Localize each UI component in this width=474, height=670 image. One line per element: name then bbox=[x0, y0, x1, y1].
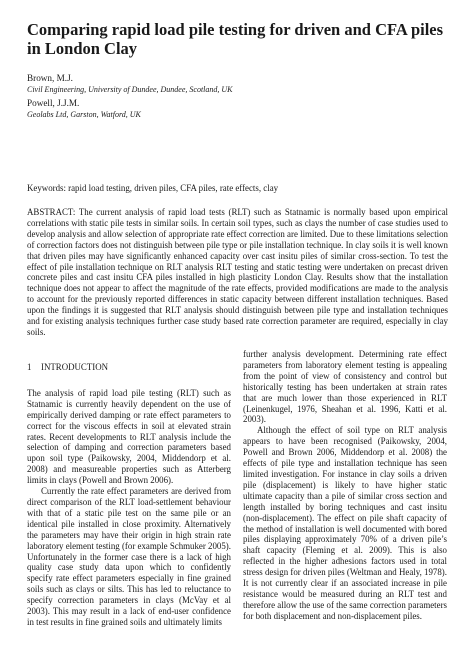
paragraph: Currently the rate effect parameters are derived from direct comparison of the RLT load-settlement behaviour with that of a static pile test on the same pile or an identical pile installed in close proximity. Alternatively the parameters may have their origin in high strain rate laboratory element testing (for example Schmuker 2005). Unfortunately in the former case there is a lack of high quality case study data upon which to confidently specify rate effect parameters especially in fine grained soils such as clays or silts. This has led to reluctance to specify correction parameters in clays (McVay et al 2003). This may result in a lack of end-user confidence in test results in fine grained soils and ultimately limits bbox=[27, 486, 231, 627]
author-name: Brown, M.J. bbox=[27, 73, 73, 83]
section-number: 1 bbox=[27, 362, 32, 372]
author-affiliation: Geolabs Ltd, Garston, Watford, UK bbox=[27, 110, 141, 119]
keywords: Keywords: rapid load testing, driven piles, CFA piles, rate effects, clay bbox=[27, 183, 279, 193]
paragraph: Although the effect of soil type on RLT analysis appears to have been recognised (Paikowsky, 2004, Powell and Brown 2006, Middendorp et al. 2008) the effects of pile type and installation technique has seen limited investigation. For instance in clay soils a driven pile (displacement) is likely to have higher static ultimate capacity than a pile of similar cross section and length installed by boring techniques and cast insitu (non-displacement). The effect on pile shaft capacity of the method of installation is well documented with bored piles displaying approximately 70% of a driven pile’s shaft capacity (Fleming et al. 2009). This is also reflected in the higher adhesions factors used in total stress design for driven piles (Weltman and Healy, 1978). It is not currently clear if an associated increase in pile resistance would be measured during an RLT test and therefore allow the use of the same correction parameters for both displacement and non-displacement piles. bbox=[243, 425, 447, 621]
section-title: INTRODUCTION bbox=[41, 362, 109, 372]
author-block-2 bbox=[27, 98, 141, 120]
author-affiliation: Civil Engineering, University of Dundee, Dundee, Scotland, UK bbox=[27, 85, 233, 94]
paragraph: The analysis of rapid load pile testing (RLT) such as Statnamic is currently heavily dependent on the use of empirically derived damping or rate effect parameters to correct for the viscous effects in soil at elevated strain rates. Recent developments to RLT analysis include the selection of damping and correction parameters based upon soil type (Paikowsky, 2004, Middendorp et al. 2008) and measureable properties such as Atterberg limits in clays (Powell and Brown 2006). bbox=[27, 387, 231, 486]
paragraph: further analysis development. Determining rate effect parameters from laboratory element testing is appealing from the point of view of consistency and control but historically testing has been undertaken at strain rates that are much lower than those experienced in RLT (Leinenkugel, 1976, Sheahan et al. 1996, Katti et al. 2003). bbox=[243, 349, 447, 425]
left-column bbox=[27, 362, 231, 628]
section-heading bbox=[27, 362, 231, 373]
author-block-1 bbox=[27, 73, 233, 95]
abstract: ABSTRACT: The current analysis of rapid load tests (RLT) such as Statnamic is normally based upon empirical correlations with static pile tests in similar soils. In certain soil types, such as clays the number of case studies used to develop analysis and allow selection of appropriate rate effect correction are limited. Due to these limitations selection of correction factors does not distinguish between pile type or pile installation technique. In clay soils it is well known that driven piles may have significantly enhanced capacity over cast insitu piles of similar cross-section. To test the effect of pile installation technique on RLT analysis RLT testing and static testing were undertaken on precast driven concrete piles and cast insitu CFA piles installed in high plasticity London Clay. Results show that the installation technique does not appear to affect the magnitude of the rate effects, provided modifications are made to the analysis to account for the previously reported differences in static capacity between different installation techniques. Based upon the findings it is suggested that RLT analysis should distinguish between pile type and installation techniques and for existing analysis techniques further case study based rate correction parameter are required, especially in clay soils. bbox=[27, 207, 448, 337]
paper-title: Comparing rapid load pile testing for driven and CFA piles in London Clay bbox=[27, 20, 444, 58]
right-column bbox=[243, 349, 447, 622]
author-name: Powell, J.J.M. bbox=[27, 98, 80, 108]
